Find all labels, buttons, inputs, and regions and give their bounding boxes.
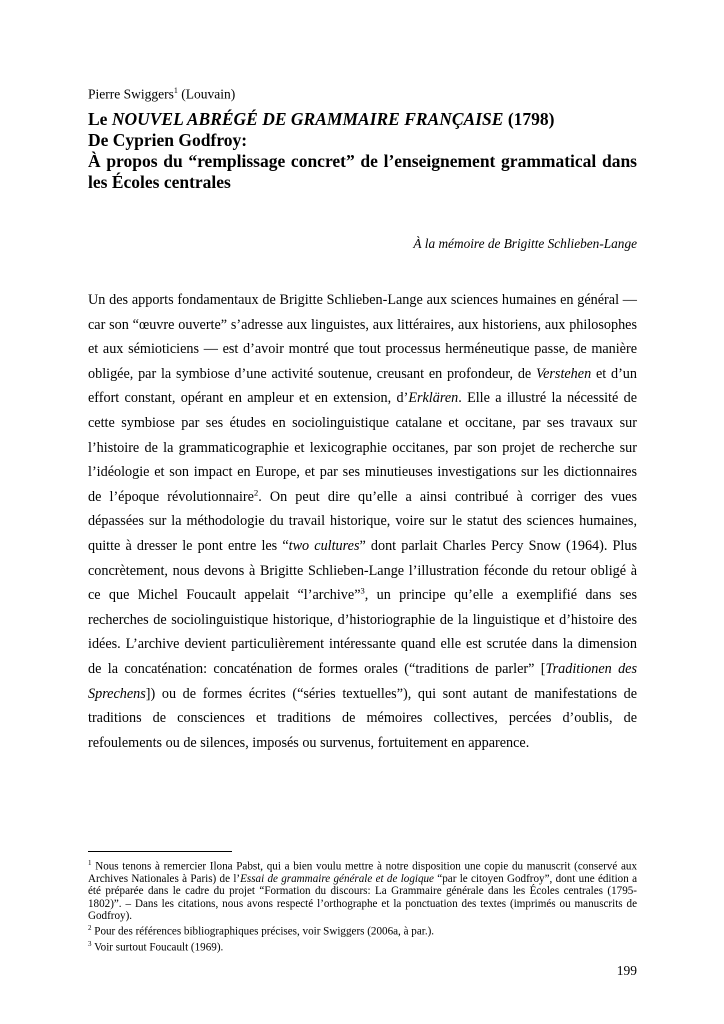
- footnote-number: 3: [88, 940, 92, 949]
- footnote-ref-2[interactable]: 2: [253, 487, 259, 498]
- author-affiliation: (Louvain): [177, 86, 236, 102]
- term-two-cultures: two cultures: [288, 537, 360, 554]
- dedication: À la mémoire de Brigitte Schlieben-Lange: [413, 236, 637, 251]
- footnote-number: 1: [88, 859, 92, 867]
- title-line-1: Le NOUVEL ABRÉGÉ DE GRAMMAIRE FRANÇAISE (1798): [88, 109, 555, 129]
- term-traditionen: Traditionen des Sprechens: [88, 660, 637, 702]
- page-number: 199: [616, 963, 637, 978]
- term-verstehen: Verstehen: [536, 365, 592, 382]
- footnote-ref-1[interactable]: 1: [173, 86, 178, 95]
- footnote-ref-3[interactable]: 3: [360, 585, 365, 596]
- body-paragraph: Un des apports fondamentaux de Brigitte Schlieben-Lange aux sciences humaines en général — car son “œuvre ouverte” s’adresse aux linguistes, aux littéraires, aux historiens, aux philosophes et aux sémioticiens — est d’avoir montré que tout processus herméneutique passe, de manière obligée, par la symbiose d’une activité soutenue, creusant en profondeur, de Verstehen et d’un effort constant, opérant en ampleur et en extension, d’Erklären. Elle a illustré la nécessité de cette symbiose par ses études en sociolinguistique catalane et occitane, par ses travaux sur l’histoire de la grammaticographie et lexicographie occitanes, par son projet de recherche sur l’idéologie et son impact en Europe, et par ses minutieuses investigations sur les dictionnaires de l’époque révolutionnaire$^2$. On peut dire qu’elle a ainsi contribué à corriger des vues dépassées sur la méthodologie du travail historique, voire sur le statut des sciences humaines, quitte à dresser le pont entre les “two cultures” dont parlait Charles Percy Snow (1964). Plus concrètement, nous devons à Brigitte Schlieben-Lange l’illustration féconde du retour obligé à ce que Michel Foucault appelait “l’archive”$^3$, un principe qu’elle a exemplifié dans ses recherches de sociolinguistique historique, d’historiographie de la linguistique et d’histoire des idées. L’archive devient particulièrement intéressante quand elle est scrutée dans la dimension de la concaténation: concaténation de formes orales (“traditions de parler” [Traditionen des Sprechens]) ou de formes écrites (“séries textuelles”), qui sont autant de manifestations de traditions de consciences et traditions de mémoires collectives, percées d’oublis, de refoulements ou de silences, imposés ou survenus, fortuitement en apparence.: [88, 292, 637, 751]
- footnote-3: $^3$ Voir surtout Foucault (1969).: [88, 940, 224, 954]
- term-erklaren: Erklären: [408, 390, 459, 407]
- page: [88, 0, 637, 1024]
- author-name: Pierre Swiggers: [88, 86, 174, 102]
- footnote-italic-title: Essai de grammaire générale et de logique: [240, 872, 434, 885]
- title-italic-work: NOUVEL ABRÉGÉ DE GRAMMAIRE FRANÇAISE: [111, 109, 504, 129]
- footnotes: [88, 857, 637, 954]
- footnote-divider: [88, 851, 232, 852]
- article-title: [88, 109, 637, 193]
- footnote-1: $^1$ Nous tenons à remercier Ilona Pabst, qui a bien voulu mettre à notre disposition une copie du manuscrit (conservé aux Archives Nationales à Paris) de l’Essai de grammaire générale et de logique “par le citoyen Godfroy”, dont une édition a été préparée dans le cadre du projet “Formation du discours: La Grammaire générale dans les Écoles centrales (1795-1802)”. – Dans les citations, nous avons respecté l’orthographe et la ponctuation des textes (imprimés ou manuscrits de Godfroy).: [88, 859, 638, 922]
- author-line: [88, 86, 235, 103]
- footnote-number: 2: [88, 924, 92, 933]
- title-line-3: À propos du “remplissage concret” de l’enseignement grammatical dans les Écoles centrales: [88, 151, 637, 192]
- title-line-2: De Cyprien Godfroy:: [88, 130, 248, 150]
- footnote-2: $^2$ Pour des références bibliographiques précises, voir Swiggers (2006a, à par.).: [88, 924, 435, 938]
